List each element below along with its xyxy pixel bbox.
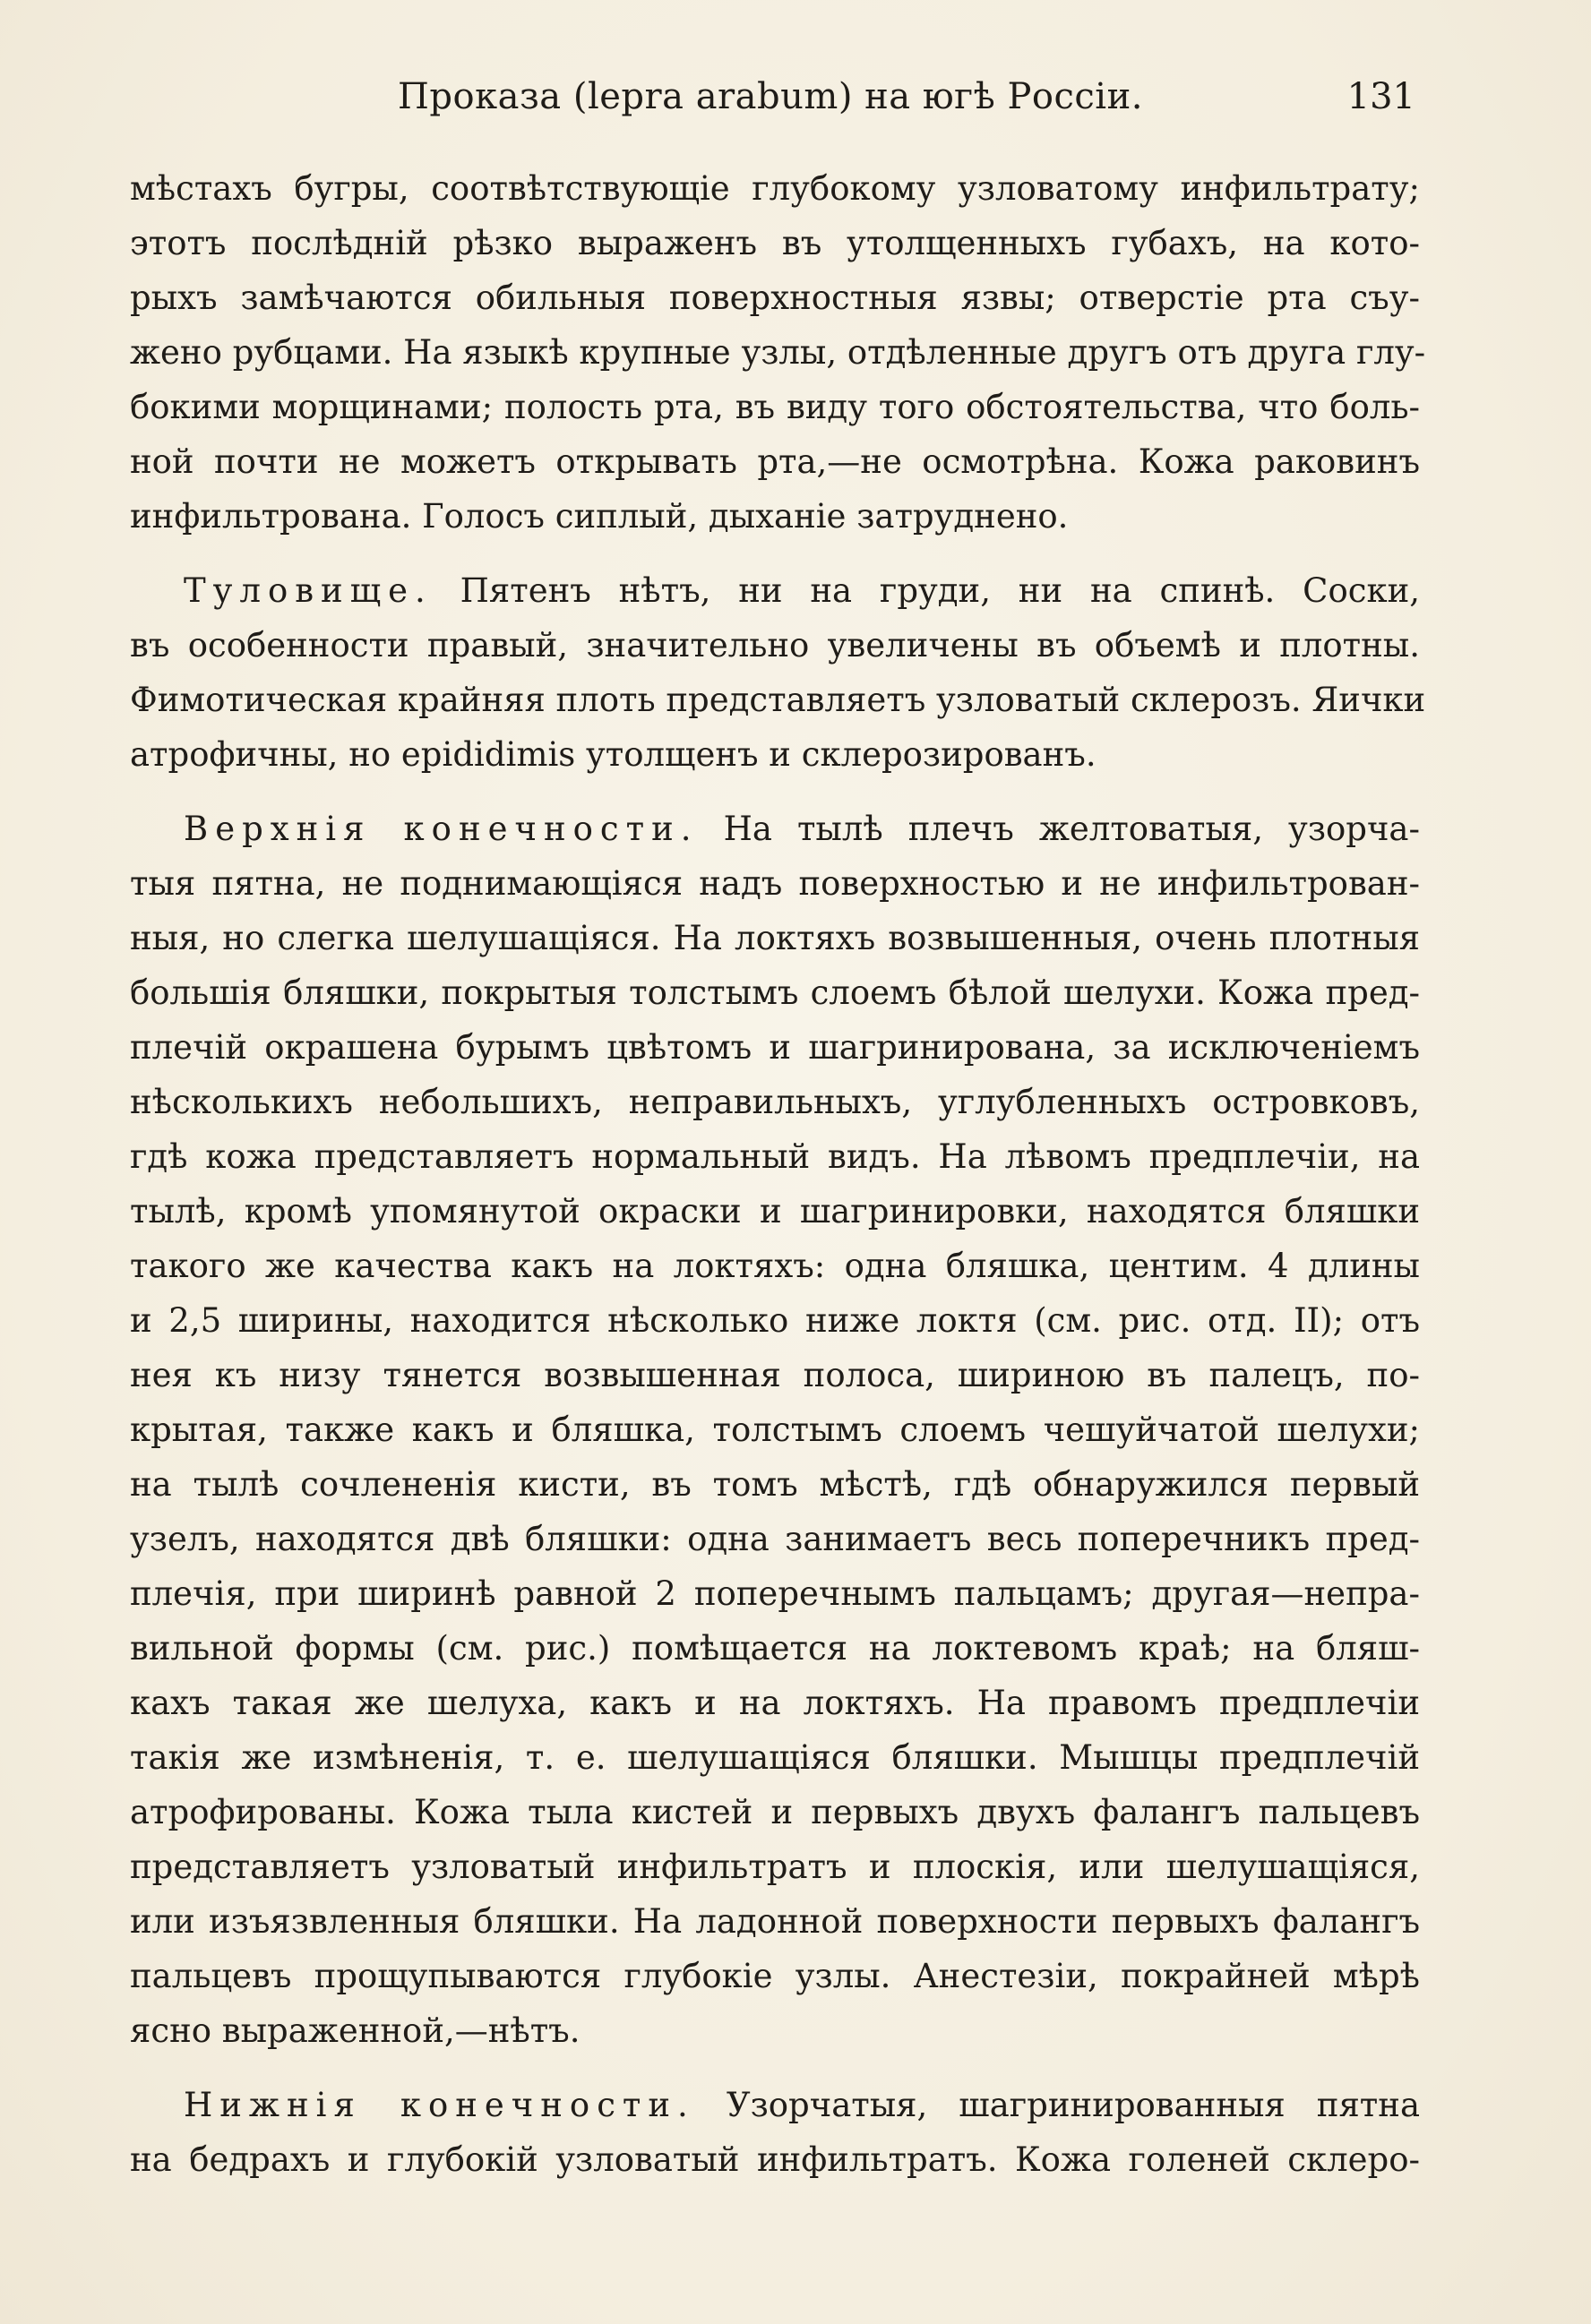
text-line: пальцевъ прощупываются глубокіе узлы. Анестезіи, покрайней мѣрѣ <box>130 1957 1420 1995</box>
text-line: гдѣ кожа представляетъ нормальный видъ. На лѣвомъ предплечіи, на <box>130 1137 1420 1176</box>
text-line: жено рубцами. На языкѣ крупные узлы, отдѣленные другъ отъ друга глу- <box>130 333 1426 372</box>
paragraph-gap <box>130 544 1420 563</box>
text-line: плечій окрашена бурымъ цвѣтомъ и шагринирована, за исключеніемъ <box>130 1028 1420 1067</box>
text-line: въ особенности правый, значительно увеличены въ объемѣ и плотны. <box>130 626 1420 665</box>
text-line: крытая, также какъ и бляшка, толстымъ слоемъ чешуйчатой шелухи; <box>130 1411 1420 1449</box>
text-line: ныя, но слегка шелушащіяся. На локтяхъ возвышенныя, очень плотныя <box>130 919 1420 957</box>
text-line: или изъязвленныя бляшки. На ладонной поверхности первыхъ фалангъ <box>130 1902 1420 1941</box>
text-line: атрофичны, но epididimis утолщенъ и склерозированъ. <box>130 735 1096 774</box>
text-line: такія же измѣненія, т. е. шелушащіяся бляшки. Мышцы предплечій <box>130 1738 1420 1777</box>
text-line: бокими морщинами; полость рта, въ виду того обстоятельства, что боль- <box>130 388 1420 426</box>
body-text <box>130 161 1426 2187</box>
running-title: Проказа (lepra arabum) на югѣ Россіи. <box>398 76 1143 117</box>
text-line: на тылѣ сочлененія кисти, въ томъ мѣстѣ, гдѣ обнаружился первый <box>130 1465 1420 1504</box>
text-line-fragment: Пятенъ нѣтъ, ни на груди, ни на спинѣ. Соски, <box>432 571 1420 610</box>
text-line-fragment: На тылѣ плечъ желтоватыя, узорча- <box>698 810 1420 848</box>
text-line: на бедрахъ и глубокій узловатый инфильтратъ. Кожа голеней склеро- <box>130 2140 1420 2179</box>
paragraph-upper-limbs <box>130 802 1420 2058</box>
text-line: плечія, при ширинѣ равной 2 поперечнымъ пальцамъ; другая—непра- <box>130 1574 1420 1613</box>
text-line: большія бляшки, покрытыя толстымъ слоемъ бѣлой шелухи. Кожа пред- <box>130 973 1420 1012</box>
text-line: Фимотическая крайняя плоть представляетъ узловатый склерозъ. Яички <box>130 681 1426 719</box>
text-line: тылѣ, кромѣ упомянутой окраски и шагринировки, находятся бляшки <box>130 1192 1420 1231</box>
text-line: ной почти не можетъ открывать рта,—не осмотрѣна. Кожа раковинъ <box>130 442 1420 481</box>
text-line: кахъ такая же шелуха, какъ и на локтяхъ. На правомъ предплечіи <box>130 1684 1420 1722</box>
text-line: и 2,5 ширины, находится нѣсколько ниже локтя (см. рис. отд. II); отъ <box>130 1301 1420 1340</box>
page-number: 131 <box>1346 76 1415 117</box>
section-heading-upper-limbs: Верхнія конечности. <box>184 810 699 848</box>
section-heading-lower-limbs: Нижнія конечности. <box>184 2086 695 2124</box>
text-line: мѣстахъ бугры, соотвѣтствующіе глубокому узловатому инфильтрату; <box>130 169 1420 208</box>
text-line: вильной формы (см. рис.) помѣщается на локтевомъ краѣ; на бляш- <box>130 1629 1420 1668</box>
paragraph-continuation <box>130 161 1426 544</box>
text-line: узелъ, находятся двѣ бляшки: одна занимаетъ весь поперечникъ пред- <box>130 1520 1420 1558</box>
text-line-fragment: Узорчатыя, шагринированныя пятна <box>694 2086 1421 2124</box>
paragraph-gap <box>130 782 1420 802</box>
text-line: атрофированы. Кожа тыла кистей и первыхъ двухъ фалангъ пальцевъ <box>130 1793 1420 1831</box>
paragraph-torso <box>130 563 1426 782</box>
text-line: нѣсколькихъ небольшихъ, неправильныхъ, углубленныхъ островковъ, <box>130 1083 1420 1121</box>
text-line <box>130 563 1420 618</box>
page-header <box>125 70 1415 124</box>
text-line: нея къ низу тянется возвышенная полоса, шириною въ палецъ, по- <box>130 1356 1420 1394</box>
text-line: тыя пятна, не поднимающіяся надъ поверхностью и не инфильтрован- <box>130 864 1420 903</box>
text-line <box>130 802 1420 856</box>
paragraph-gap <box>130 2058 1420 2078</box>
section-heading-torso: Туловище. <box>184 571 433 610</box>
text-line: такого же качества какъ на локтяхъ: одна бляшка, центим. 4 длины <box>130 1247 1420 1285</box>
text-line: ясно выраженной,—нѣтъ. <box>130 2011 580 2050</box>
text-line: рыхъ замѣчаются обильныя поверхностныя язвы; отверстіе рта съу- <box>130 279 1420 317</box>
text-line: инфильтрована. Голосъ сиплый, дыханіе затруднено. <box>130 497 1069 536</box>
paragraph-lower-limbs <box>130 2078 1420 2187</box>
text-line <box>130 2078 1420 2132</box>
text-line: этотъ послѣдній рѣзко выраженъ въ утолщенныхъ губахъ, на кото- <box>130 224 1420 262</box>
text-line: представляетъ узловатый инфильтратъ и плоскія, или шелушащіяся, <box>130 1848 1420 1886</box>
